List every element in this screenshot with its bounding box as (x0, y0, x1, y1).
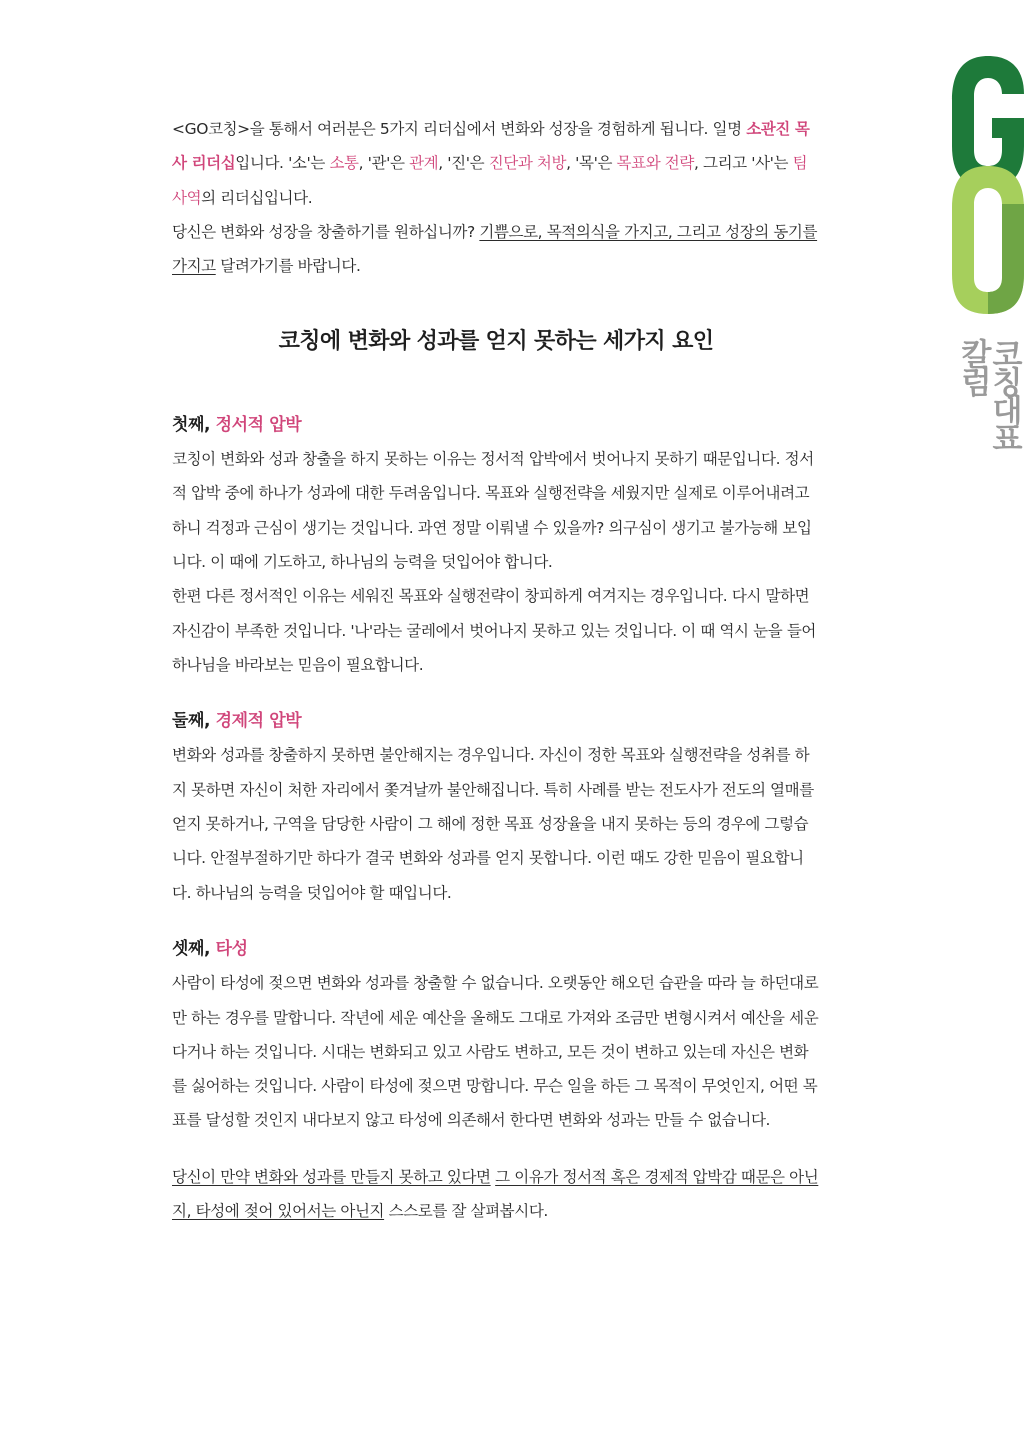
section-heading-1 (172, 408, 820, 442)
closing-text: 스스로를 잘 살펴봅시다. (384, 1202, 548, 1221)
section-heading-2 (172, 704, 820, 738)
intro-text: <GO코칭>을 통해서 여러분은 5가지 리더십에서 변화와 성장을 경험하게 됩니다. 일명 (172, 120, 747, 138)
logo-accent (988, 204, 1024, 314)
section-1-paragraph-2: 한편 다른 정서적인 이유는 세워진 목표와 실행전략이 창피하게 여겨지는 경우입니다. 다시 말하면 자신감이 부족한 것입니다. '나'라는 굴레에서 벗어나지 못하고 있는 것입니다. 이 때 역시 눈을 들어 하나님을 바라보는 믿음이 필요합니다. (172, 587, 816, 674)
highlight-goals: 목표와 전략 (616, 154, 694, 173)
highlight-communication: 소통 (329, 154, 359, 173)
closing-paragraph (172, 1160, 820, 1229)
highlight-relationship: 관계 (409, 154, 439, 173)
intro-text: , '목'은 (566, 154, 617, 173)
intro-text: , '관'은 (358, 154, 410, 173)
section-number: 셋째, (172, 938, 216, 959)
section-heading-3 (172, 932, 820, 966)
section-name: 타성 (215, 938, 248, 959)
intro-text: 의 리더십입니다. (201, 188, 313, 207)
intro-text: , '진'은 (438, 154, 489, 173)
page-title: 코칭에 변화와 성과를 얻지 못하는 세가지 요인 (278, 329, 714, 355)
intro-paragraph-2 (172, 215, 820, 284)
intro-text: 달려가기를 바랍니다. (215, 257, 361, 276)
go-logo (950, 54, 1024, 316)
column-label (955, 338, 1022, 498)
column-label-text: 코칭대표 칼럼 (955, 338, 1022, 450)
intro-text: 당신은 변화와 성장을 창출하기를 원하십니까? (172, 222, 480, 241)
underlined-text: 기쁨으로, 목적의식을 가지고, 그리고 성장의 동기를 가지고 (172, 222, 818, 276)
section-name: 정서적 압박 (215, 414, 302, 435)
article (172, 112, 820, 1228)
intro-text: 입니다. '소'는 (235, 154, 330, 173)
underlined-text: 그 이유가 정서적 혹은 경제적 압박감 때문은 아닌지, 타성에 젖어 있어서는 아닌지 (172, 1167, 819, 1221)
intro-text: , 그리고 '사'는 (693, 154, 793, 173)
highlight-diagnosis: 진단과 처방 (488, 154, 567, 173)
section-name: 경제적 압박 (215, 711, 302, 732)
intro-paragraph-1 (172, 112, 820, 215)
section-3-paragraph-1: 사람이 타성에 젖으면 변화와 성과를 창출할 수 없습니다. 오랫동안 해오던 습관을 따라 늘 하던대로만 하는 경우를 말합니다. 작년에 세운 예산을 올해도 그대로 가져와 조금만 변형시켜서 예산을 세운다거나 하는 것입니다. 시대는 변화되고 있고 사람도 변하고, 모든 것이 변하고 있는데 자신은 변화를 싫어하는 것입니다. 사람이 타성에 젖으면 망합니다. 무슨 일을 하든 그 목적이 무엇인지, 어떤 목표를 달성할 것인지 내다보지 않고 타성에 의존해서 한다면 변화와 성과는 만들 수 없습니다. (172, 974, 819, 1130)
section-1-paragraph-1: 코칭이 변화와 성과 창출을 하지 못하는 이유는 정서적 압박에서 벗어나지 못하기 때문입니다. 정서적 압박 중에 하나가 성과에 대한 두려움입니다. 목표와 실행전략을 세웠지만 실제로 이루어내려고 하니 걱정과 근심이 생기는 것입니다. 과연 정말 이뤄낼 수 있을까? 의구심이 생기고 불가능해 보입니다. 이 때에 기도하고, 하나님의 능력을 덧입어야 합니다. (172, 450, 814, 571)
underlined-text: 당신이 만약 변화와 성과를 만들지 못하고 있다면 (172, 1167, 491, 1186)
section-number: 둘째, (172, 711, 216, 732)
highlight-leadership: 소관진 목사 리더십 (172, 120, 810, 173)
highlight-team-ministry: 팀 사역 (172, 154, 808, 207)
section-number: 첫째, (172, 414, 216, 435)
section-2-paragraph-1: 변화와 성과를 창출하지 못하면 불안해지는 경우입니다. 자신이 정한 목표와 실행전략을 성취를 하지 못하면 자신이 처한 자리에서 쫓겨날까 불안해집니다. 특히 사례를 받는 전도사가 전도의 열매를 얻지 못하거나, 구역을 담당한 사람이 그 해에 정한 목표 성장율을 내지 못하는 등의 경우에 그렇습니다. 안절부절하기만 하다가 결국 변화와 성과를 얻지 못합니다. 이런 때도 강한 믿음이 필요합니다. 하나님의 능력을 덧입어야 할 때입니다. (172, 746, 814, 902)
